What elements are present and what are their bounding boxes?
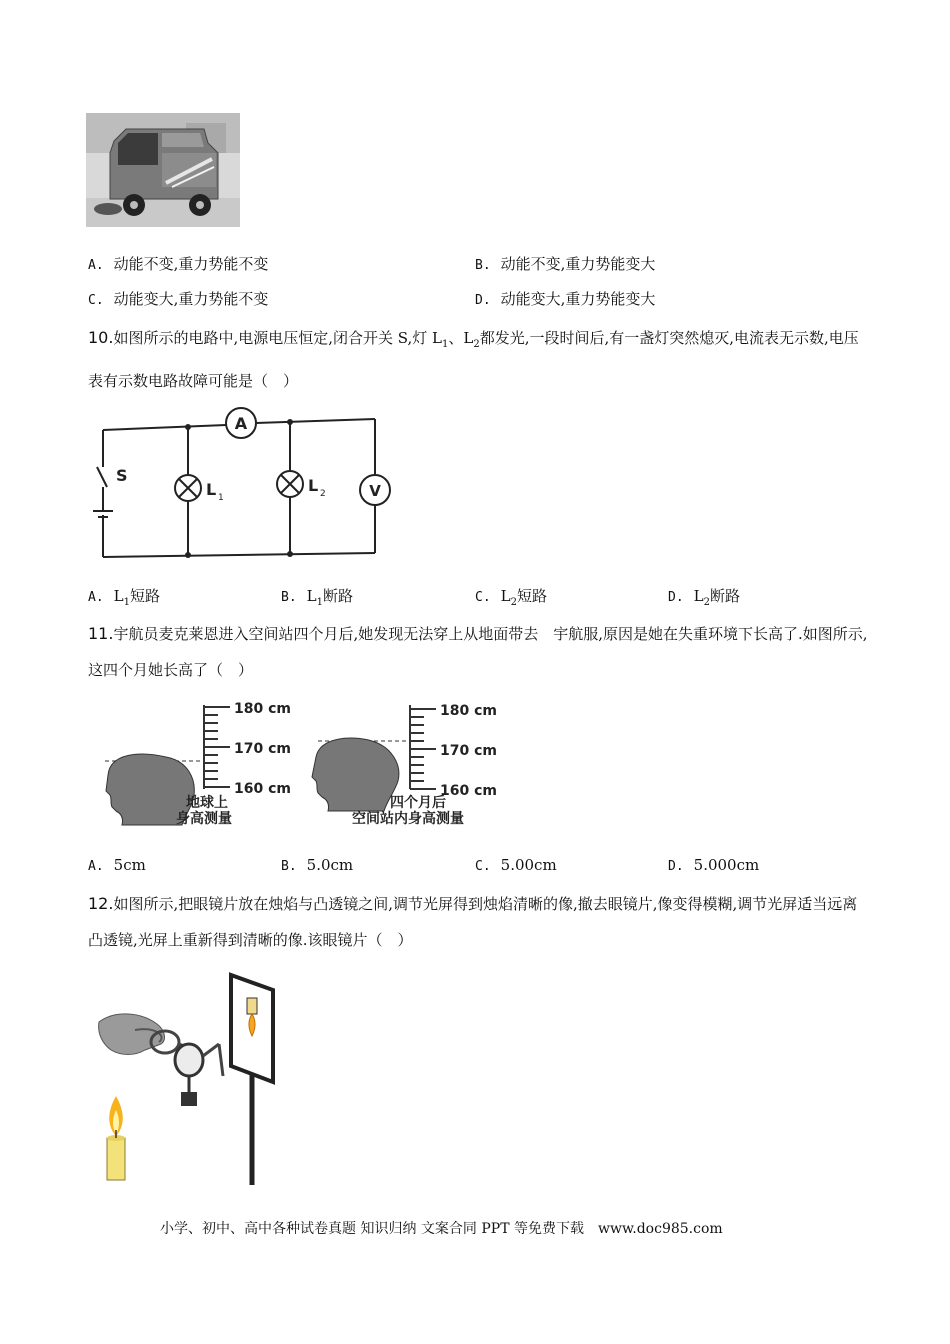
option-text: 动能不变,重力势能变大 [500,255,656,273]
option-text: 5.0cm [306,856,354,874]
option-text: 动能不变,重力势能不变 [113,255,269,273]
option-text: 短路 [517,587,548,605]
q9-option-b[interactable] [475,253,655,274]
option-letter: A. [88,859,104,874]
subscript: 2 [510,597,517,608]
right-tick-160: 160 cm [440,783,497,799]
q10-option-a[interactable] [88,585,160,608]
stem-part: 如图所示的电路中,电源电压恒定,闭合开关 S,灯 L [113,329,442,347]
option-text: 短路 [130,587,161,605]
q10-option-b[interactable] [281,585,353,608]
q10-option-c[interactable] [475,585,547,608]
option-letter: D. [668,590,684,605]
lamp2-subscript: 2 [320,489,326,499]
right-tick-170: 170 cm [440,743,497,759]
lamp2-label: L [308,476,319,495]
question-number: 11. [88,624,114,643]
q11-option-a[interactable] [88,856,146,874]
q9-option-a[interactable] [88,253,268,274]
option-letter: D. [668,859,684,874]
right-tick-180: 180 cm [440,703,497,719]
stem-part: 、L [448,329,474,347]
option-letter: D. [475,293,491,308]
option-letter: C. [475,590,491,605]
question-number: 12. [88,894,114,913]
option-letter: C. [475,859,491,874]
option-letter: A. [88,258,104,273]
left-caption-line2: 身高测量 [176,811,232,827]
option-text: 动能变大,重力势能不变 [113,290,269,308]
option-letter: B. [281,590,297,605]
circuit-diagram [90,405,400,565]
right-caption-line1: 四个月后 [390,795,446,811]
option-text: L [306,587,317,605]
left-caption-line1: 地球上 [186,795,228,811]
switch-label: S [116,466,128,485]
option-text: 断路 [323,587,354,605]
option-text: 5cm [113,856,146,874]
q9-option-d[interactable] [475,288,655,309]
question-number: 10. [88,328,114,347]
lamp1-label: L [206,480,217,499]
option-letter: C. [88,293,104,308]
lamp1-subscript: 1 [218,493,224,503]
subscript: 1 [123,597,130,608]
option-text: L [693,587,704,605]
q12-stem [88,886,868,958]
q11-option-b[interactable] [281,856,353,874]
option-text: L [500,587,511,605]
option-letter: A. [88,590,104,605]
left-tick-160: 160 cm [234,781,291,797]
q10-option-d[interactable] [668,585,740,608]
q9-option-c[interactable] [88,288,268,309]
option-letter: B. [475,258,491,273]
option-text: L [113,587,124,605]
right-caption-line2: 空间站内身高测量 [352,811,464,827]
subscript: 1 [442,339,449,350]
subscript: 2 [473,339,480,350]
option-letter: B. [281,859,297,874]
optics-experiment-figure [95,970,285,1185]
subscript: 1 [316,597,323,608]
q10-stem [88,320,868,399]
q11-stem [88,616,868,688]
left-tick-170: 170 cm [234,741,291,757]
option-text: 5.00cm [500,856,557,874]
stem-text: 如图所示,把眼镜片放在烛焰与凸透镜之间,调节光屏得到烛焰清晰的像,撤去眼镜片,像变得模糊,调节光屏适当远离凸透镜,光屏上重新得到清晰的像.该眼镜片（ ） [88,895,858,949]
ammeter-label: A [234,414,248,433]
height-measurement-figure [100,695,520,830]
page-footer: 小学、初中、高中各种试卷真题 知识归纳 文案合同 PPT 等免费下载 www.doc985.com [160,1221,723,1237]
stem-part: 都发光,一段时间后,有一盏灯突然熄灭,电流表无示数,电压表有示数电路故障可能是（ ） [88,329,859,390]
sweeper-photo [86,113,240,227]
option-text: 5.000cm [693,856,760,874]
left-tick-180: 180 cm [234,701,291,717]
subscript: 2 [703,597,710,608]
voltmeter-label: V [369,482,381,500]
option-text: 断路 [710,587,741,605]
q11-option-c[interactable] [475,856,557,874]
option-text: 动能变大,重力势能变大 [500,290,656,308]
q11-option-d[interactable] [668,856,759,874]
stem-text: 宇航员麦克莱恩进入空间站四个月后,她发现无法穿上从地面带去 宇航服,原因是她在失重环境下长高了.如图所示,这四个月她长高了（ ） [88,625,868,679]
